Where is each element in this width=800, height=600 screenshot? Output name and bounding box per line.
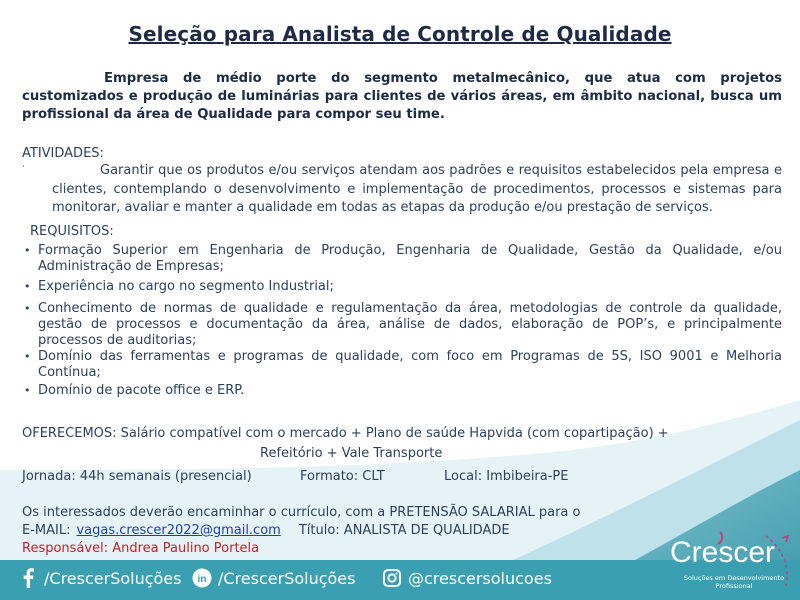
instagram-link[interactable] bbox=[382, 568, 552, 588]
email-label: E-MAIL: bbox=[22, 523, 71, 538]
list-item: • Conhecimento de normas de qualidade e regulamentação da área, metodologias de controle da qualidade, gestão de processos e documentação da área, análise de dados, elaboração de POP’s, e principalmente processos de auditorias; bbox=[22, 301, 782, 349]
crescer-logo bbox=[670, 530, 795, 595]
application-instructions: Os interessados deverão encaminhar o currículo, com a PRETENSÃO SALARIAL para o bbox=[22, 505, 581, 520]
offer-line-1: OFERECEMOS: Salário compatível com o mercado + Plano de saúde Hapvida (com copartipação) + bbox=[22, 426, 669, 441]
requirements-list bbox=[22, 243, 782, 399]
email-subject: Título: ANALISTA DE QUALIDADE bbox=[298, 523, 510, 538]
activities-bullet: · bbox=[22, 162, 25, 172]
logo-wordmark: Crescer bbox=[670, 536, 776, 569]
work-hours: Jornada: 44h semanais (presencial) bbox=[22, 469, 252, 484]
instagram-handle: @crescersolucoes bbox=[408, 568, 552, 588]
offer-line-2: Refeitório + Vale Transporte bbox=[260, 446, 443, 461]
list-item: • Domínio de pacote office e ERP. bbox=[22, 383, 782, 399]
linkedin-handle: /CrescerSoluções bbox=[218, 568, 356, 588]
list-item: • Domínio das ferramentas e programas de qualidade, com foco em Programas de 5S, ISO 9001 e Melhoria Contínua; bbox=[22, 349, 782, 381]
responsible-person: Responsável: Andrea Paulino Portela bbox=[22, 541, 260, 556]
activities-heading: ATIVIDADES: bbox=[22, 146, 104, 161]
instagram-icon bbox=[382, 568, 402, 588]
svg-text:in: in bbox=[197, 574, 207, 585]
list-item: • Experiência no cargo no segmento Industrial; bbox=[22, 279, 782, 295]
requirements-heading: REQUISITOS: bbox=[30, 224, 114, 239]
facebook-handle: /CrescerSoluções bbox=[44, 568, 182, 588]
facebook-link[interactable] bbox=[18, 568, 181, 588]
activities-text: Garantir que os produtos e/ou serviços atendam aos padrões e requisitos estabelecidos pela empresa e clientes, contemplando o desenvolvimento e implementação de procedimentos, processos e sistemas para monitorar, avaliar e manter a qualidade em todas as etapas da produção e/ou prestação de serviços. bbox=[52, 163, 782, 215]
linkedin-link[interactable] bbox=[192, 568, 355, 588]
logo-tagline: Soluções em Desenvolvimento Profissional bbox=[683, 574, 785, 590]
list-item: • Formação Superior em Engenharia de Produção, Engenharia de Qualidade, Gestão da Qualidade, e/ou Administração de Empresas; bbox=[22, 243, 782, 275]
email-link[interactable]: vagas.crescer2022@gmail.com bbox=[76, 523, 281, 538]
facebook-icon bbox=[18, 568, 38, 588]
company-intro: Empresa de médio porte do segmento metalmecânico, que atua com projetos customizados e produção de luminárias para clientes de vários áreas, em âmbito nacional, busca um profissional da área de Qualidade para compor seu time. bbox=[22, 71, 782, 122]
job-location: Local: Imbibeira-PE bbox=[444, 469, 569, 484]
page-title: Seleção para Analista de Controle de Qualidade bbox=[128, 22, 672, 46]
email-row bbox=[22, 523, 510, 538]
linkedin-icon bbox=[192, 568, 212, 588]
contract-format: Formato: CLT bbox=[300, 469, 385, 484]
